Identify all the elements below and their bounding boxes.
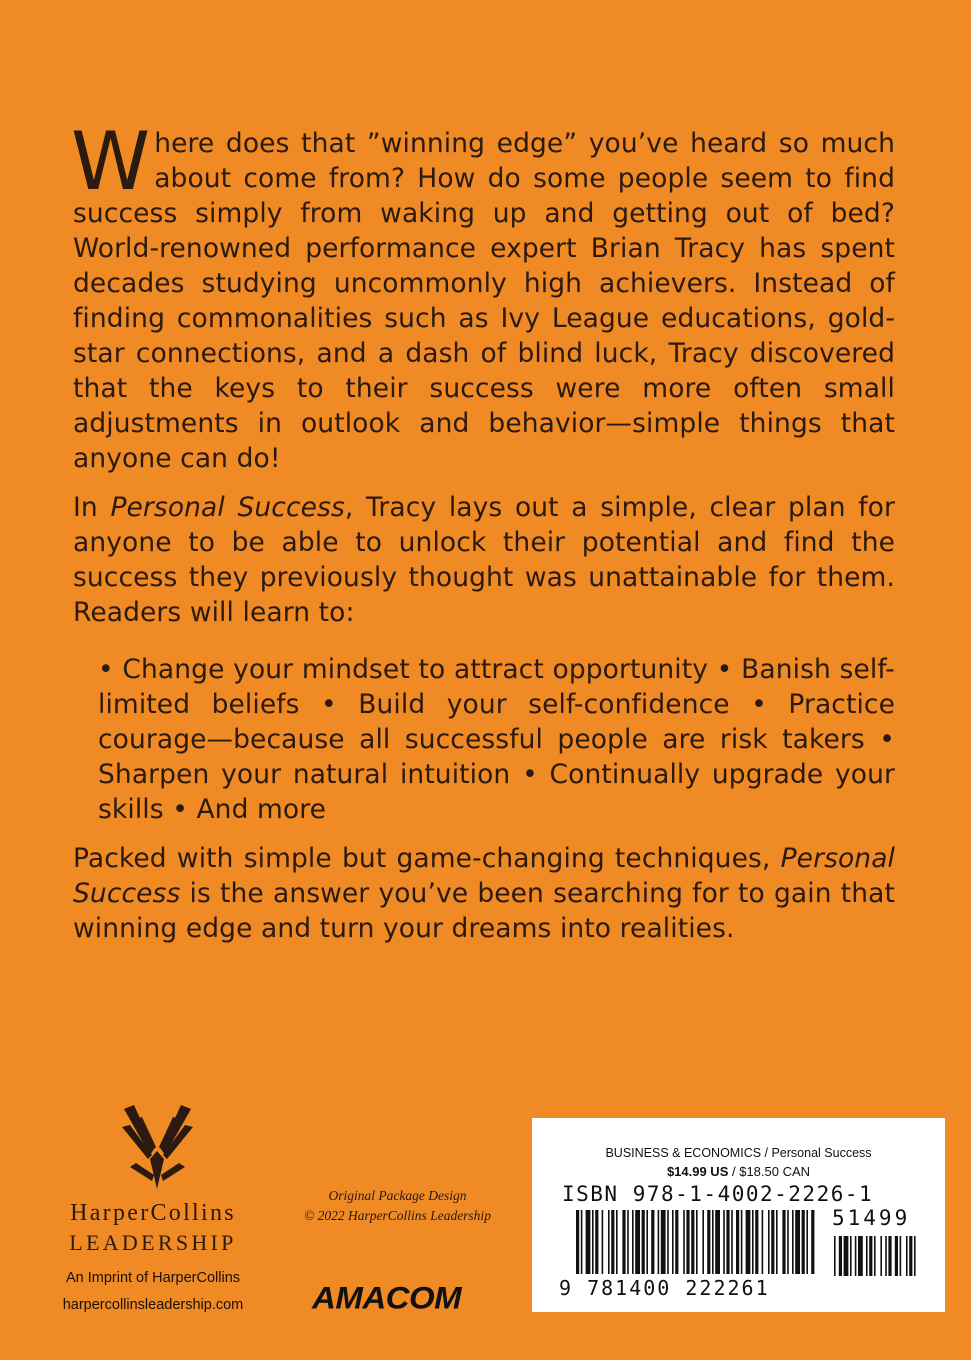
bisac-category: BUSINESS & ECONOMICS / Personal Success [605, 1146, 872, 1160]
paragraph-2-text: , Tracy lays out a simple, clear plan for anyone to be able to unlock their potential and find the success they previously thought was unattainable for them. Readers will learn to: [73, 492, 895, 628]
book-description [71, 115, 895, 960]
price-us: $14.99 US [666, 1164, 729, 1179]
design-credit [290, 1186, 505, 1226]
book-title-italic: Personal Success [110, 492, 345, 523]
isbn-text: ISBN 978-1-4002-2226-1 [562, 1182, 874, 1206]
paragraph-1-text: here does that ”winning edge” you’ve heard so much about come from? How do some people seem to find success simply from waking up and getting out of bed? World-renowned performance expert Brian Tracy has spent decades studying uncommonly high achievers. Instead of finding commonalities such as Ivy League educations, gold-star connections, and a dash of blind luck, Tracy discovered that the keys to their success were more often small adjustments in outlook and behavior—simple things that anyone can do! [73, 128, 895, 474]
paragraph-3-lead: Packed with simple but game-changing techniques, [73, 843, 781, 874]
barcode-panel [532, 1118, 945, 1312]
bullet-item: • Banish self-limited beliefs [98, 654, 895, 720]
price-can: $18.50 CAN [739, 1164, 811, 1179]
bullet-item: • Build your self-confidence [321, 689, 730, 720]
bullet-list [98, 652, 895, 827]
bullet-item: • Practice courage—because all successful people are risk takers [98, 689, 895, 755]
amacom-logo: AMACOM [312, 1279, 462, 1316]
imprint-line: An Imprint of HarperCollins [65, 1270, 241, 1286]
description-paragraph-2 [73, 490, 895, 630]
drop-cap: W [71, 115, 151, 208]
barcode-digits: 9 781400 222261 [559, 1276, 770, 1300]
bullet-item: • Continually upgrade your skills [98, 759, 895, 825]
publisher-division: LEADERSHIP [69, 1230, 237, 1255]
bullet-item: • And more [172, 794, 327, 825]
bullet-item: • Change your mindset to attract opportunity [98, 654, 708, 685]
description-paragraph-1 [71, 115, 895, 476]
publisher-website: harpercollinsleadership.com [62, 1297, 244, 1313]
price-addon-number: 51499 [832, 1206, 911, 1230]
barcode-icon [576, 1210, 921, 1280]
bullet-item: • Sharpen your natural intuition [98, 724, 895, 790]
harpercollins-fire-water-icon [120, 1105, 195, 1190]
publisher-name: HarperCollins [70, 1200, 236, 1226]
credit-line-1: Original Package Design [328, 1188, 467, 1203]
paragraph-2-in: In [73, 492, 111, 523]
credit-line-2: © 2022 HarperCollins Leadership [304, 1208, 491, 1223]
paragraph-3-text: is the answer you’ve been searching for to gain that winning edge and turn your dreams into realities. [73, 878, 895, 944]
description-paragraph-3 [73, 841, 895, 946]
book-title-italic: Personal Success [73, 843, 895, 909]
price-line: $14.99 US / $18.50 CAN [666, 1164, 811, 1179]
